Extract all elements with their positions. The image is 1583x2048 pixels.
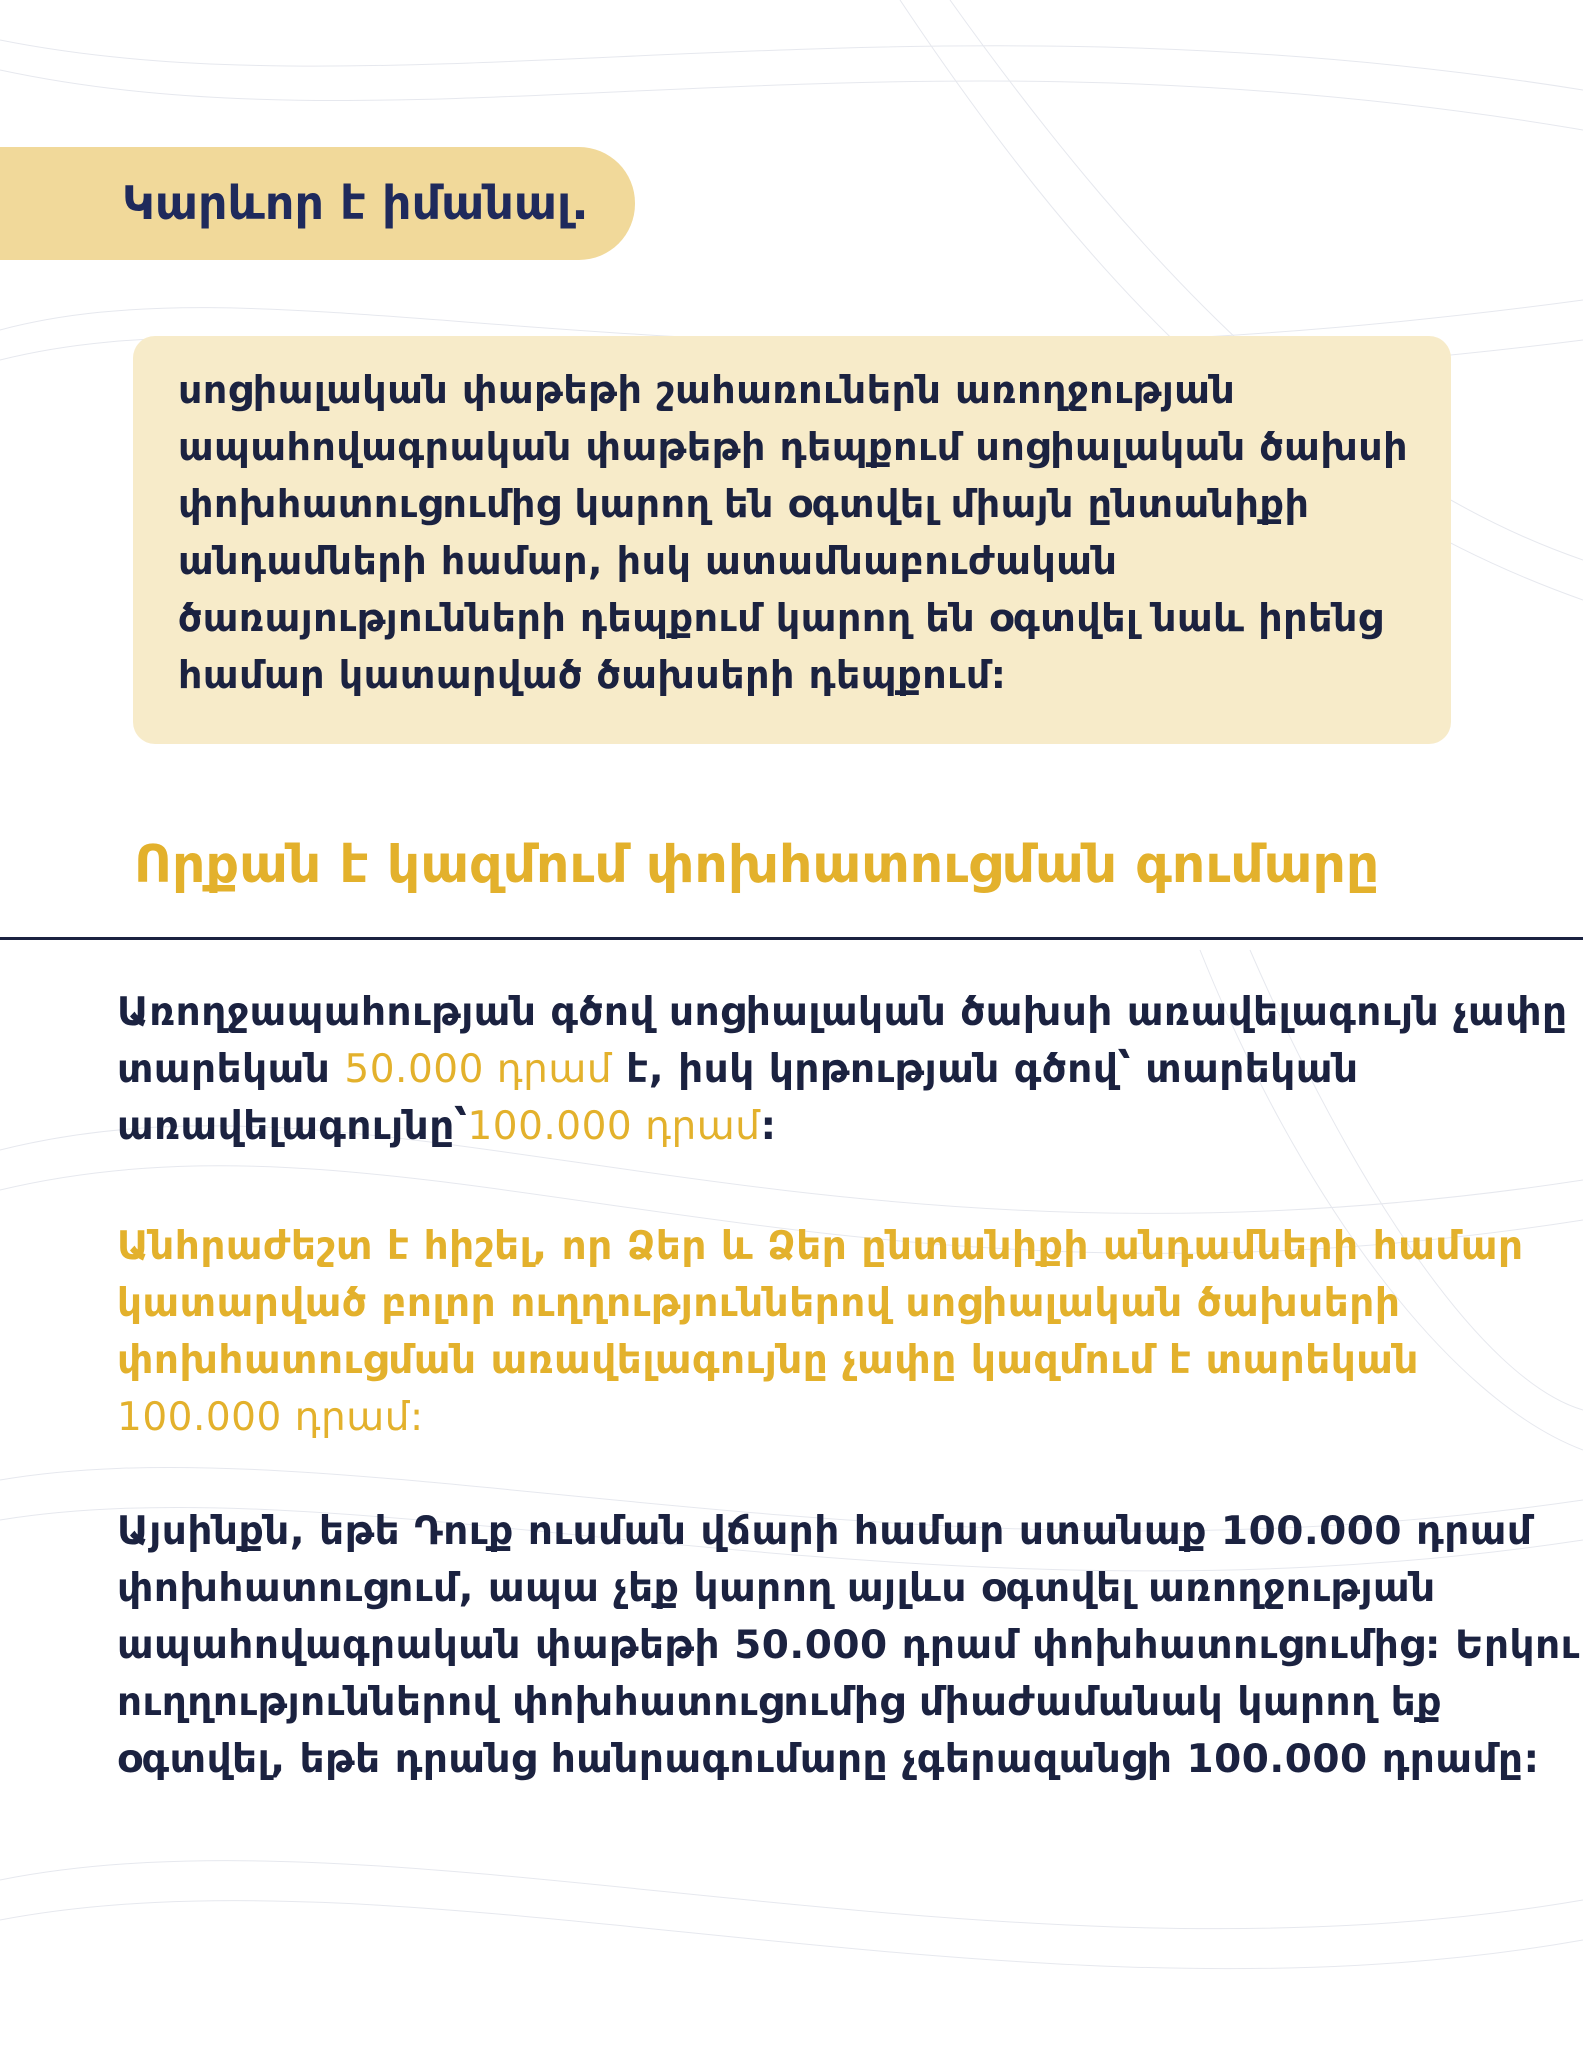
paragraph2-line: փոխհատուցման առավելագույնը չափը կազմում է տարեկան <box>117 1338 1419 1383</box>
paragraph1-line <box>117 1104 777 1149</box>
note-line: անդամների համար, իսկ ատամնաբուժական <box>178 539 1118 583</box>
paragraph3-line: Այսինքն, եթե Դուք ուսման վճարի համար ստանաք 100.000 դրամ <box>117 1509 1533 1554</box>
paragraph1-line <box>117 1047 1359 1092</box>
text-run: առավելագույնը՝ <box>117 1104 468 1149</box>
text-run: : <box>760 1104 777 1149</box>
paragraph2-line: Անհրաժեշտ է հիշել, որ Ձեր և Ձեր ընտանիքի անդամների համար <box>117 1224 1524 1269</box>
paragraph3-line: օգտվել, եթե դրանց հանրագումարը չգերազանցի 100.000 դրամը: <box>117 1737 1540 1782</box>
text-run: է, իսկ կրթության գծով՝ տարեկան <box>612 1047 1359 1092</box>
note-line: փոխհատուցումից կարող են օգտվել միայն ընտանիքի <box>178 482 1310 526</box>
amount-highlight: 100.000 դրամ <box>467 1104 761 1149</box>
important-tag-label: Կարևոր է իմանալ. <box>122 176 589 230</box>
paragraph2-line: կատարված բոլոր ուղղություններով սոցիալական ծախսերի <box>117 1281 1401 1326</box>
paragraph3-line: ապահովագրական փաթեթի 50.000 դրամ փոխհատուցումից: Երկու <box>117 1623 1580 1668</box>
paragraph1-line: Առողջապահության գծով սոցիալական ծախսի առավելագույն չափը <box>117 990 1568 1035</box>
note-line: համար կատարված ծախսերի դեպքում: <box>178 653 1007 697</box>
paragraph2-line: 100.000 դրամ: <box>117 1395 424 1440</box>
note-line: ապահովագրական փաթեթի դեպքում սոցիալական ծախսի <box>178 425 1409 469</box>
paragraph3-line: ուղղություններով փոխհատուցումից միաժամանակ կարող եք <box>117 1680 1443 1725</box>
section-heading: Որքան է կազմում փոխհատուցման գումարը <box>134 835 1380 895</box>
note-line: ծառայությունների դեպքում կարող են օգտվել նաև իրենց <box>178 596 1383 640</box>
divider <box>0 937 1583 940</box>
note-line: սոցիալական փաթեթի շահառուներն առողջության <box>178 368 1236 412</box>
text-run: տարեկան <box>117 1047 345 1092</box>
amount-highlight: 50.000 դրամ <box>344 1047 613 1092</box>
paragraph3-line: փոխհատուցում, ապա չեք կարող այլևս օգտվել առողջության <box>117 1566 1436 1611</box>
